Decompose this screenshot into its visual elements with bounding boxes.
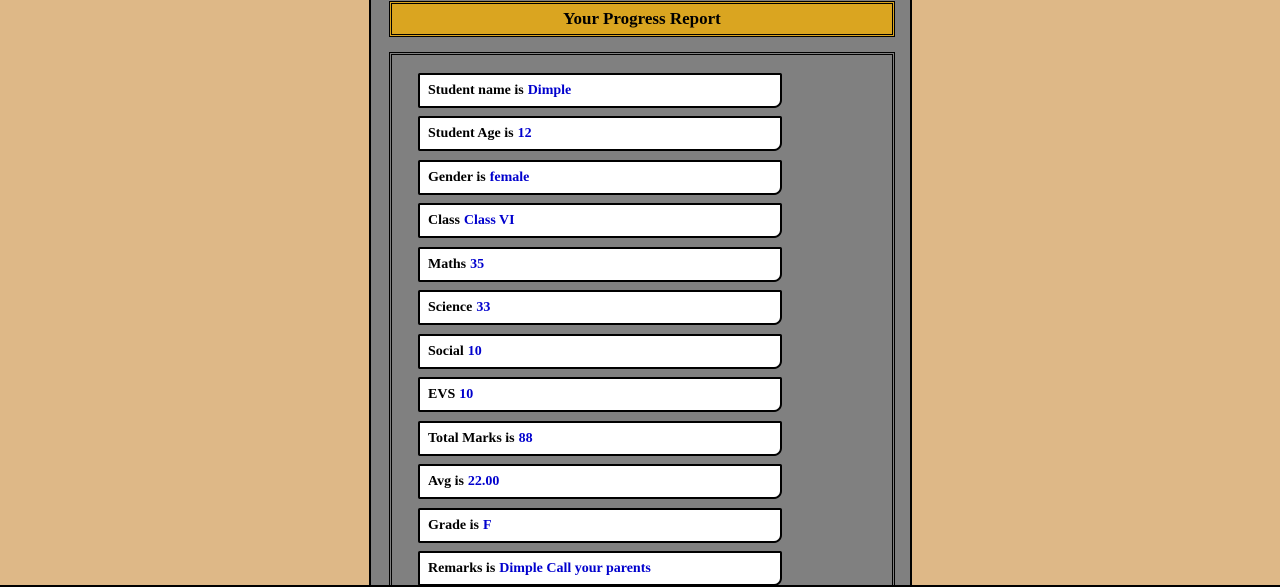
field-social — [418, 334, 782, 369]
field-gender — [418, 160, 782, 195]
report-panel — [369, 0, 912, 587]
field-label: Class — [428, 212, 460, 228]
field-grade — [418, 508, 782, 543]
field-value: F — [482, 517, 492, 533]
field-label: Maths — [428, 256, 467, 272]
field-label: Student Age is — [428, 125, 514, 141]
field-value: 10 — [467, 343, 482, 359]
field-value: 88 — [518, 430, 533, 446]
field-class — [418, 203, 782, 238]
field-value: Dimple — [527, 82, 572, 98]
field-value: 35 — [470, 256, 485, 272]
field-total-marks — [418, 421, 782, 456]
field-maths — [418, 247, 782, 282]
report-title — [389, 1, 895, 37]
report-content — [389, 52, 895, 587]
field-label: Grade is — [428, 517, 479, 533]
field-label: Gender is — [428, 169, 486, 185]
field-value: female — [489, 169, 530, 185]
field-label: Remarks is — [428, 560, 496, 576]
field-value: 10 — [459, 386, 474, 402]
field-value: 33 — [476, 299, 491, 315]
field-value: 12 — [517, 125, 532, 141]
field-student-age — [418, 116, 782, 151]
field-label: Total Marks is — [428, 430, 515, 446]
field-value: Dimple Call your parents — [499, 560, 651, 576]
field-remarks — [418, 551, 782, 586]
field-label: Science — [428, 299, 473, 315]
field-science — [418, 290, 782, 325]
field-label: EVS — [428, 386, 456, 402]
field-value: Class VI — [463, 212, 515, 228]
field-label: Social — [428, 343, 464, 359]
report-title-text: Your Progress Report — [563, 9, 721, 28]
field-label: Student name is — [428, 82, 524, 98]
field-evs — [418, 377, 782, 412]
field-value: 22.00 — [467, 473, 500, 489]
field-average — [418, 464, 782, 499]
field-label: Avg is — [428, 473, 464, 489]
field-student-name — [418, 73, 782, 108]
